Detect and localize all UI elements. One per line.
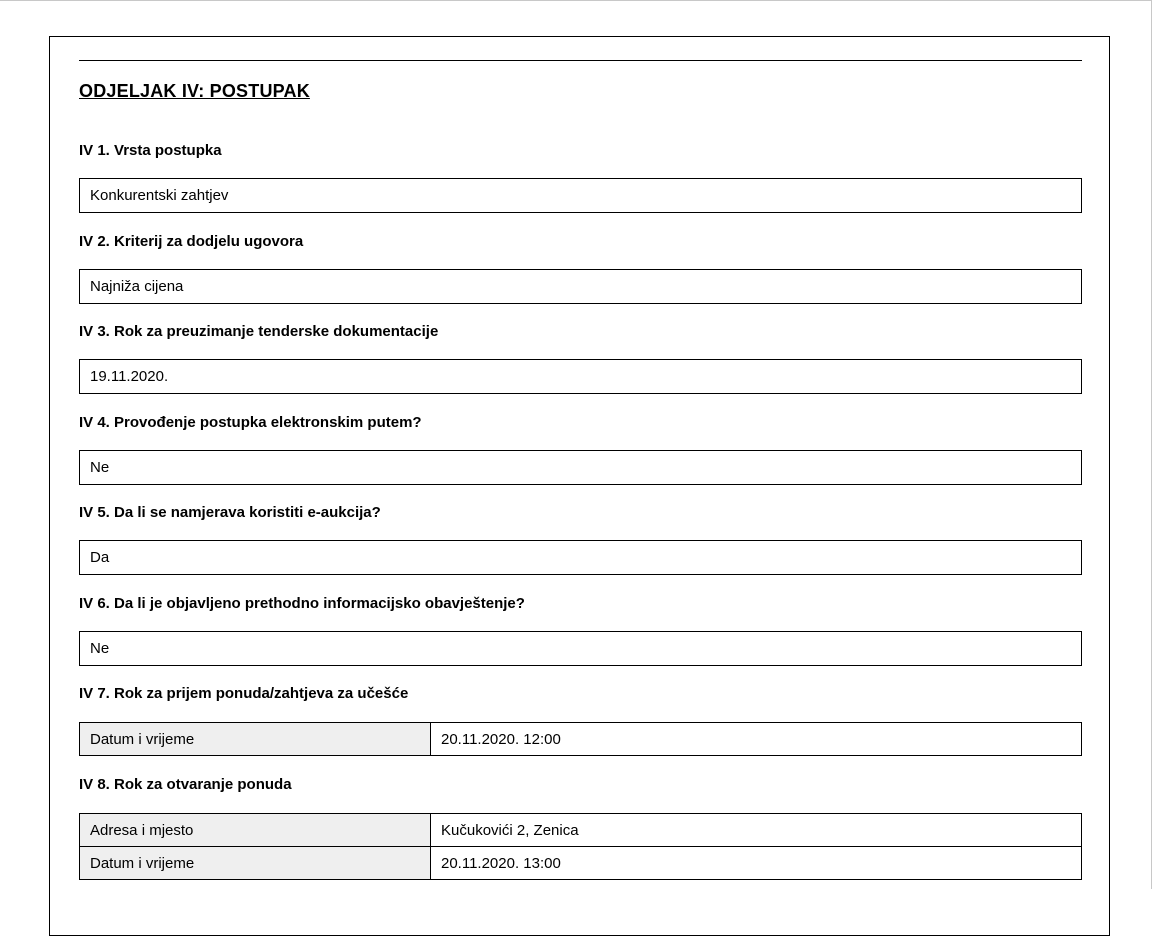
table-value-cell: 20.11.2020. 12:00 [431, 723, 1082, 756]
deadline-offers-table [79, 722, 1082, 756]
question-label-iv2: IV 2. Kriterij za dodjelu ugovora [79, 233, 304, 250]
answer-box-iv4: Ne [79, 450, 1082, 485]
table-row [80, 814, 1082, 847]
header-rule [79, 60, 1082, 61]
question-label-iv5: IV 5. Da li se namjerava koristiti e-aukcija? [79, 504, 381, 521]
question-label-iv4: IV 4. Provođenje postupka elektronskim putem? [79, 414, 422, 431]
opening-offers-table [79, 813, 1082, 880]
question-label-iv8: IV 8. Rok za otvaranje ponuda [79, 776, 292, 793]
question-label-iv7: IV 7. Rok za prijem ponuda/zahtjeva za učešće [79, 685, 409, 702]
answer-box-iv6: Ne [79, 631, 1082, 666]
question-label-iv1: IV 1. Vrsta postupka [79, 142, 222, 159]
document-page [49, 36, 1110, 936]
answer-box-iv3: 19.11.2020. [79, 359, 1082, 394]
table-key-cell: Datum i vrijeme [80, 847, 431, 880]
answer-box-iv1: Konkurentski zahtjev [79, 178, 1082, 213]
table-key-cell: Adresa i mjesto [80, 814, 431, 847]
question-label-iv6: IV 6. Da li je objavljeno prethodno informacijsko obavještenje? [79, 595, 525, 612]
answer-box-iv2: Najniža cijena [79, 269, 1082, 304]
section-title: ODJELJAK IV: POSTUPAK [79, 81, 310, 101]
table-key-cell: Datum i vrijeme [80, 723, 431, 756]
table-row [80, 847, 1082, 880]
table-value-cell: 20.11.2020. 13:00 [431, 847, 1082, 880]
question-label-iv3: IV 3. Rok za preuzimanje tenderske dokumentacije [79, 323, 439, 340]
answer-box-iv5: Da [79, 540, 1082, 575]
table-row [80, 723, 1082, 756]
table-value-cell: Kučukovići 2, Zenica [431, 814, 1082, 847]
